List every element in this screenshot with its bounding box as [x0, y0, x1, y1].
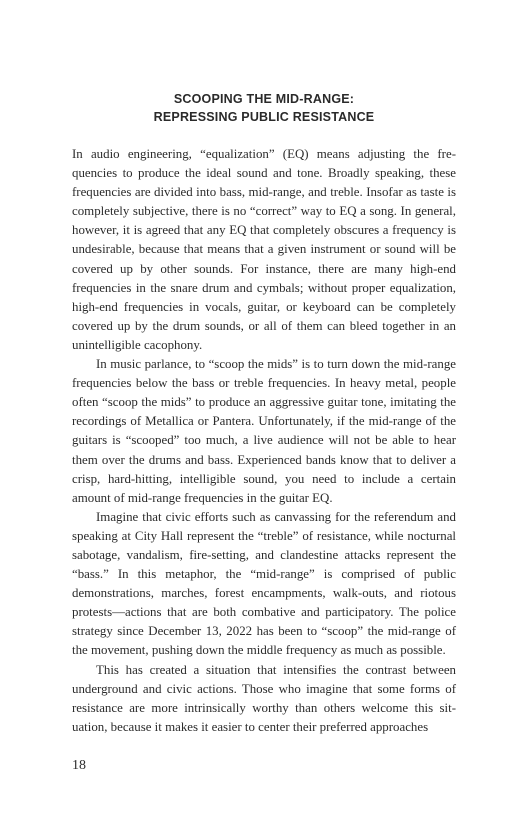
body-text [72, 145, 456, 737]
paragraph-1: In audio engineering, “equalization” (EQ) means adjusting the frequencies to produce the ideal sound and tone. Broadly speaking, these frequencies are divided into bass, mid-range, and treble. Insofar as taste is completely subjective, there is no “correct” way to EQ a song. In general, however, it is agreed that any EQ that completely obscures a frequency is undesirable, because that means that a given instrument or sound will be covered up by other sounds. For instance, there are many high-end frequencies in the snare drum and cymbals; without proper equalization, high-end frequencies in vocals, guitar, or keyboard can be completely covered up by the drum sounds, or all of them can bleed together in an unintelligible cacophony. [72, 147, 456, 352]
chapter-heading-line-2: REPRESSING PUBLIC RESISTANCE [153, 110, 375, 124]
page-number: 18 [72, 758, 86, 773]
paragraph-4: This has created a situation that intensifies the contrast between underground and civic actions. Those who imagine that some forms of resistance are more intrinsically worthy than others welcome this situation, because it makes it easier to center their preferred approaches [72, 662, 456, 734]
paragraph-3: Imagine that civic efforts such as canvassing for the referendum and speaking at City Hall represent the “treble” of resistance, while nocturnal sabotage, vandalism, fire-setting, and clandestine attacks represent the “bass.” In this metaphor, the “mid-range” is comprised of public demonstrations, marches, forest encampments, walk-outs, and riotous protests—actions that are both combative and participatory. The police strategy since December 13, 2022 has been to “scoop” the mid-range of the movement, pushing down the middle frequency as much as possible. [72, 509, 456, 658]
chapter-heading-line-1: SCOOPING THE MID-RANGE: [173, 92, 355, 106]
paragraph-2: In music parlance, to “scoop the mids” is to turn down the mid-range frequencies below the bass or treble frequencies. In heavy metal, people often “scoop the mids” to produce an aggressive guitar tone, imitating the recordings of Metallica or Pantera. Unfortunately, if the mid-range of the guitars is “scooped” too much, a live audience will not be able to hear them over the drums and bass. Experienced bands know that to deliver a crisp, hard-hitting, intelligible sound, you need to include a certain amount of mid-range frequencies in the guitar EQ. [72, 357, 456, 505]
